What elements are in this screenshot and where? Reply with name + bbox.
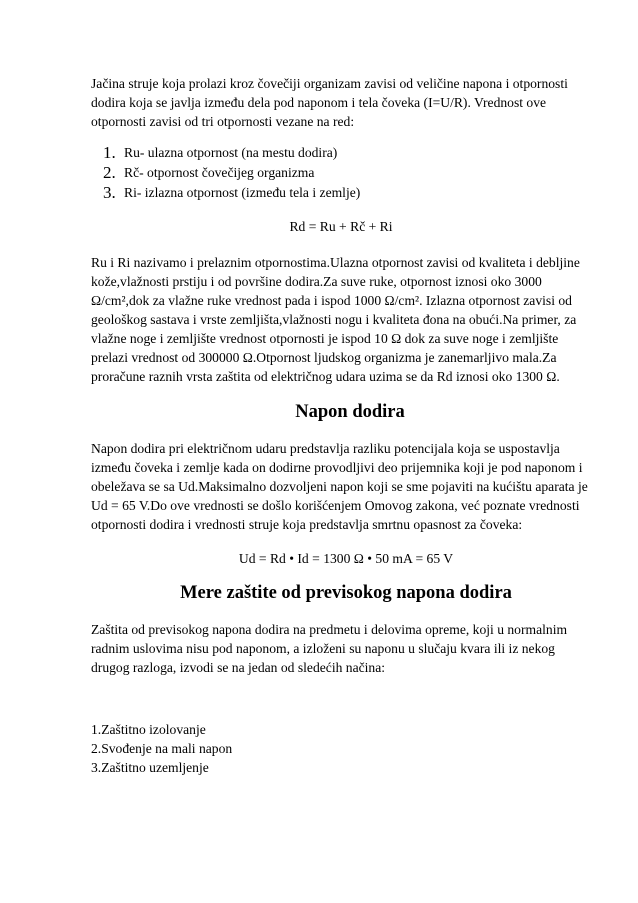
list-text: Ri- izlazna otpornost (između tela i zemlje) [124, 185, 361, 200]
list-item [103, 143, 591, 163]
formula-rd: Rd = Ru + Rč + Ri [289, 219, 393, 234]
heading-napon-dodira: Napon dodira [295, 402, 405, 422]
formula-ud: Ud = Rd • Id = 1300 Ω • 50 mA = 65 V [238, 551, 454, 566]
heading-mere-zastite: Mere zaštite od previsokog napona dodira [180, 583, 512, 603]
resistance-list [91, 143, 591, 203]
document-page [91, 74, 591, 777]
list-item [103, 163, 591, 183]
list-number: 3. [103, 183, 116, 202]
napon-paragraph: Napon dodira pri električnom udaru predstavlja razliku potencijala koja se uspostavlja između čoveka i zemlje kada on dodirne provodljivi deo prijemnika koji je pod naponom i obeležava se sa Ud.Maksimalno dozvoljeni napon koji se sme pojaviti na kućištu aparata je Ud = 65 V.Do ove vrednosti se došlo korišćenjem Omovog zakona, već poznate vrednosti otpornosti dodira i vrednosti struje koja predstavlja smrtnu opasnost za čoveka: [91, 441, 588, 532]
list-number: 2. [103, 163, 116, 182]
resistance-paragraph: Ru i Ri nazivamo i prelaznim otpornostima.Ulazna otpornost zavisi od kvaliteta i debljine kože,vlažnosti prstiju i od površine dodira.Za suve ruke, otpornost iznosi oko 3000 Ω/cm²,dok za vlažne ruke vrednost pada i ispod 1000 Ω/cm². Izlazna otpornost zavisi od geološkog sastava i vrste zemljišta,vlažnosti nogu i kvaliteta đona na obući.Na primer, za vlažne noge i zemljište vrednost otpornosti je ispod 10 Ω dok za suve noge i zemljište prelazi vrednost od 300000 Ω.Otpornost ljudskog organizma je zanemarljivo mala.Za proračune raznih vrsta zaštita od električnog udara uzima se da Rd iznosi oko 1300 Ω. [91, 255, 580, 384]
list-item [103, 183, 591, 203]
list-text: Rč- otpornost čovečijeg organizma [124, 165, 315, 180]
list-text: Ru- ulazna otpornost (na mestu dodira) [124, 145, 338, 160]
list-item: 2.Svođenje na mali napon [91, 741, 233, 756]
mere-paragraph: Zaštita od previsokog napona dodira na predmetu i delovima opreme, koji u normalnim radnim uslovima nisu pod naponom, a izloženi su naponu u slučaju kvara ili iz nekog drugog razloga, izvodi se na jedan od sledećih načina: [91, 622, 568, 675]
intro-paragraph: Jačina struje koja prolazi kroz čovečiji organizam zavisi od veličine napona i otpornosti dodira koja se javlja između dela pod naponom i tela čoveka (I=U/R). Vrednost ove otpornosti zavisi od tri otpornosti vezane na red: [91, 76, 568, 129]
list-item: 1.Zaštitno izolovanje [91, 722, 206, 737]
list-number: 1. [103, 143, 116, 162]
list-item: 3.Zaštitno uzemljenje [91, 760, 209, 775]
methods-list [91, 720, 591, 777]
